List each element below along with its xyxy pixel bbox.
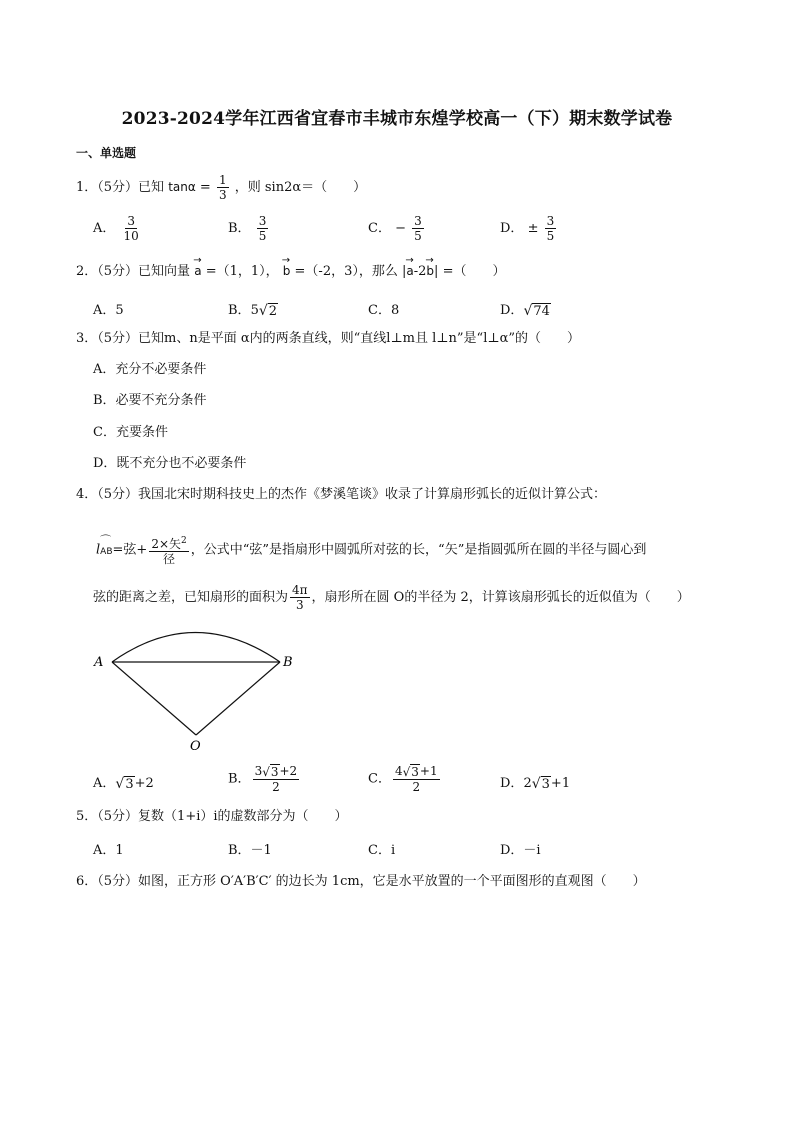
option-num: 3 xyxy=(414,214,422,228)
q5-option-d[interactable]: D．－i xyxy=(500,843,541,858)
sqrt: √2 xyxy=(258,302,278,319)
option-den: 5 xyxy=(546,229,555,243)
question-5: 5．（5分）复数（1+i）i的虚数部分为（ ） xyxy=(76,809,348,824)
q1-den: 3 xyxy=(218,188,227,202)
vector-b: → b xyxy=(426,262,434,280)
q4-option-a[interactable] xyxy=(93,772,154,792)
arc-length-l: l xyxy=(96,542,101,558)
sqrt: √3 xyxy=(402,764,419,779)
radius-ob xyxy=(196,662,280,735)
q3-option-a[interactable]: A．充分不必要条件 xyxy=(93,362,207,377)
option-label: C． xyxy=(368,771,391,787)
vector-a: → a xyxy=(406,262,413,280)
question-4: 4．（5分）我国北宋时期科技史上的杰作《梦溪笔谈》收录了计算扇形弧长的近似计算公式： xyxy=(76,487,607,502)
q5-option-a[interactable]: A．1 xyxy=(93,843,124,858)
option-tail: +1 xyxy=(419,764,438,778)
option-label: C． xyxy=(368,303,391,318)
option-value: 5 xyxy=(115,303,124,318)
option-label: D． xyxy=(500,221,524,236)
option-label: A． xyxy=(93,303,116,318)
option-num: 3 xyxy=(258,214,267,228)
q1-option-b[interactable] xyxy=(228,214,270,243)
option-fraction xyxy=(253,764,300,794)
q2-b-value: =（-2，3），那么 xyxy=(294,264,398,279)
option-label: B． xyxy=(228,771,251,787)
radicand: 3 xyxy=(125,776,134,792)
q1-option-d[interactable] xyxy=(500,214,558,243)
option-label: B． xyxy=(228,221,251,236)
q4-option-b[interactable] xyxy=(228,764,301,794)
q4-line3 xyxy=(93,583,690,612)
sqrt: √3 xyxy=(531,775,550,792)
option-label: D． xyxy=(500,776,524,791)
option-tail: +1 xyxy=(550,776,571,791)
q2-option-b[interactable] xyxy=(228,299,278,319)
sqrt: √3 xyxy=(262,764,279,779)
option-num: 3 xyxy=(127,214,135,228)
question-6: 6．（5分）如图，正方形 O′A′B′C′ 的边长为 1cm，它是水平放置的一个平面图形的直观图（ ） xyxy=(76,874,646,889)
area-fraction xyxy=(290,583,310,612)
option-tail: +2 xyxy=(134,776,154,791)
option-label: D． xyxy=(500,303,524,318)
q1-option-a[interactable] xyxy=(93,214,143,243)
q1-tan: tanα xyxy=(168,180,196,194)
option-den: 2 xyxy=(412,779,421,794)
option-coef: 4 xyxy=(394,764,403,778)
q4-line3-post: ，扇形所在圆 O的半径为 2，计算该扇形弧长的近似值为（ ） xyxy=(311,590,690,605)
option-label: A． xyxy=(93,221,116,236)
radicand: 3 xyxy=(411,764,419,779)
option-label: B． xyxy=(228,303,251,318)
q4-option-c[interactable] xyxy=(368,764,442,794)
question-2 xyxy=(76,262,505,281)
q2-option-a[interactable] xyxy=(93,299,124,318)
label-o: O xyxy=(190,739,201,754)
option-coef: 5 xyxy=(250,303,259,318)
formula-den: 径 xyxy=(163,552,176,566)
q4-line3-pre: 弦的距离之差，已知扇形的面积为 xyxy=(93,590,289,605)
label-a: A xyxy=(94,655,104,670)
section-heading: 一、单选题 xyxy=(76,146,137,160)
q2-option-d[interactable] xyxy=(500,299,551,319)
option-den: 2 xyxy=(272,779,280,794)
q2-prefix: 2．（5分）已知向量 xyxy=(76,264,191,279)
sqrt: √74 xyxy=(523,302,550,319)
sqrt: √3 xyxy=(115,775,134,792)
q3-option-d[interactable]: D．既不充分也不必要条件 xyxy=(93,456,247,471)
q2-suffix: =（ ） xyxy=(442,264,506,279)
q2-minus2: -2 xyxy=(413,264,427,279)
option-fraction xyxy=(393,764,440,794)
arc-ab-curve xyxy=(112,633,280,663)
option-label: C． xyxy=(368,221,391,236)
abs-close: | xyxy=(434,264,439,279)
q1-option-c[interactable] xyxy=(368,214,426,243)
arc-ab: ⌒ AB xyxy=(100,543,112,561)
area-den: 3 xyxy=(295,598,304,612)
formula-num: 2×矢 xyxy=(151,537,182,551)
radius-oa xyxy=(112,662,196,735)
radicand: 74 xyxy=(533,303,550,319)
page-title: 2023-2024学年江西省宜春市丰城市东煌学校高一（下）期末数学试卷 xyxy=(121,109,673,129)
q2-a-value: =（1，1）， xyxy=(205,264,279,279)
formula-mid: =弦+ xyxy=(112,542,148,558)
vector-b: → b xyxy=(283,262,291,280)
q1-eq: = xyxy=(199,180,211,195)
sector-figure xyxy=(85,615,305,755)
q4-option-d[interactable] xyxy=(500,772,570,792)
option-sign: − xyxy=(395,221,406,236)
formula-fraction xyxy=(149,534,188,566)
q5-option-c[interactable]: C．i xyxy=(368,843,396,858)
q3-option-c[interactable]: C．充要条件 xyxy=(93,425,168,440)
formula-sup: 2 xyxy=(181,536,187,546)
option-fraction xyxy=(257,214,269,243)
vector-a: → a xyxy=(194,262,201,280)
q1-num: 1 xyxy=(218,173,227,187)
q3-option-b[interactable]: B．必要不充分条件 xyxy=(93,393,207,408)
option-num: 3 xyxy=(546,214,555,228)
radicand: 3 xyxy=(270,764,279,779)
option-fraction xyxy=(122,214,141,243)
option-coef: 2 xyxy=(523,776,532,791)
option-den: 10 xyxy=(123,229,139,243)
q1-fraction xyxy=(217,173,229,202)
question-3: 3．（5分）已知m、n是平面 α内的两条直线，则“直线l⊥m且 l⊥n”是“l⊥α”的（ ） xyxy=(76,331,580,346)
q4-line2: ，公式中“弦”是指扇形中圆弧所对弦的长，“矢”是指圆弧所在圆的半径与圆心到 xyxy=(190,542,647,558)
abs-open: | xyxy=(402,264,407,279)
option-den: 5 xyxy=(414,229,422,243)
radicand: 3 xyxy=(541,776,550,792)
q4-formula-line xyxy=(96,534,646,566)
q5-option-b[interactable]: B．－1 xyxy=(228,843,272,858)
question-1 xyxy=(76,173,366,202)
q1-suffix: ，则 sin2α＝（ ） xyxy=(234,180,367,195)
option-label: A． xyxy=(93,776,116,791)
q1-prefix: 1．（5分）已知 xyxy=(76,180,165,195)
option-den: 5 xyxy=(258,229,267,243)
label-b: B xyxy=(283,655,293,670)
option-fraction xyxy=(412,214,424,243)
option-tail: +2 xyxy=(279,764,298,778)
option-fraction xyxy=(545,214,557,243)
radicand: 2 xyxy=(268,303,278,319)
option-value: 8 xyxy=(390,303,400,318)
area-num: 4π xyxy=(292,583,308,597)
option-coef: 3 xyxy=(254,764,263,778)
option-sign: ± xyxy=(527,221,539,236)
q2-option-c[interactable] xyxy=(368,299,399,318)
